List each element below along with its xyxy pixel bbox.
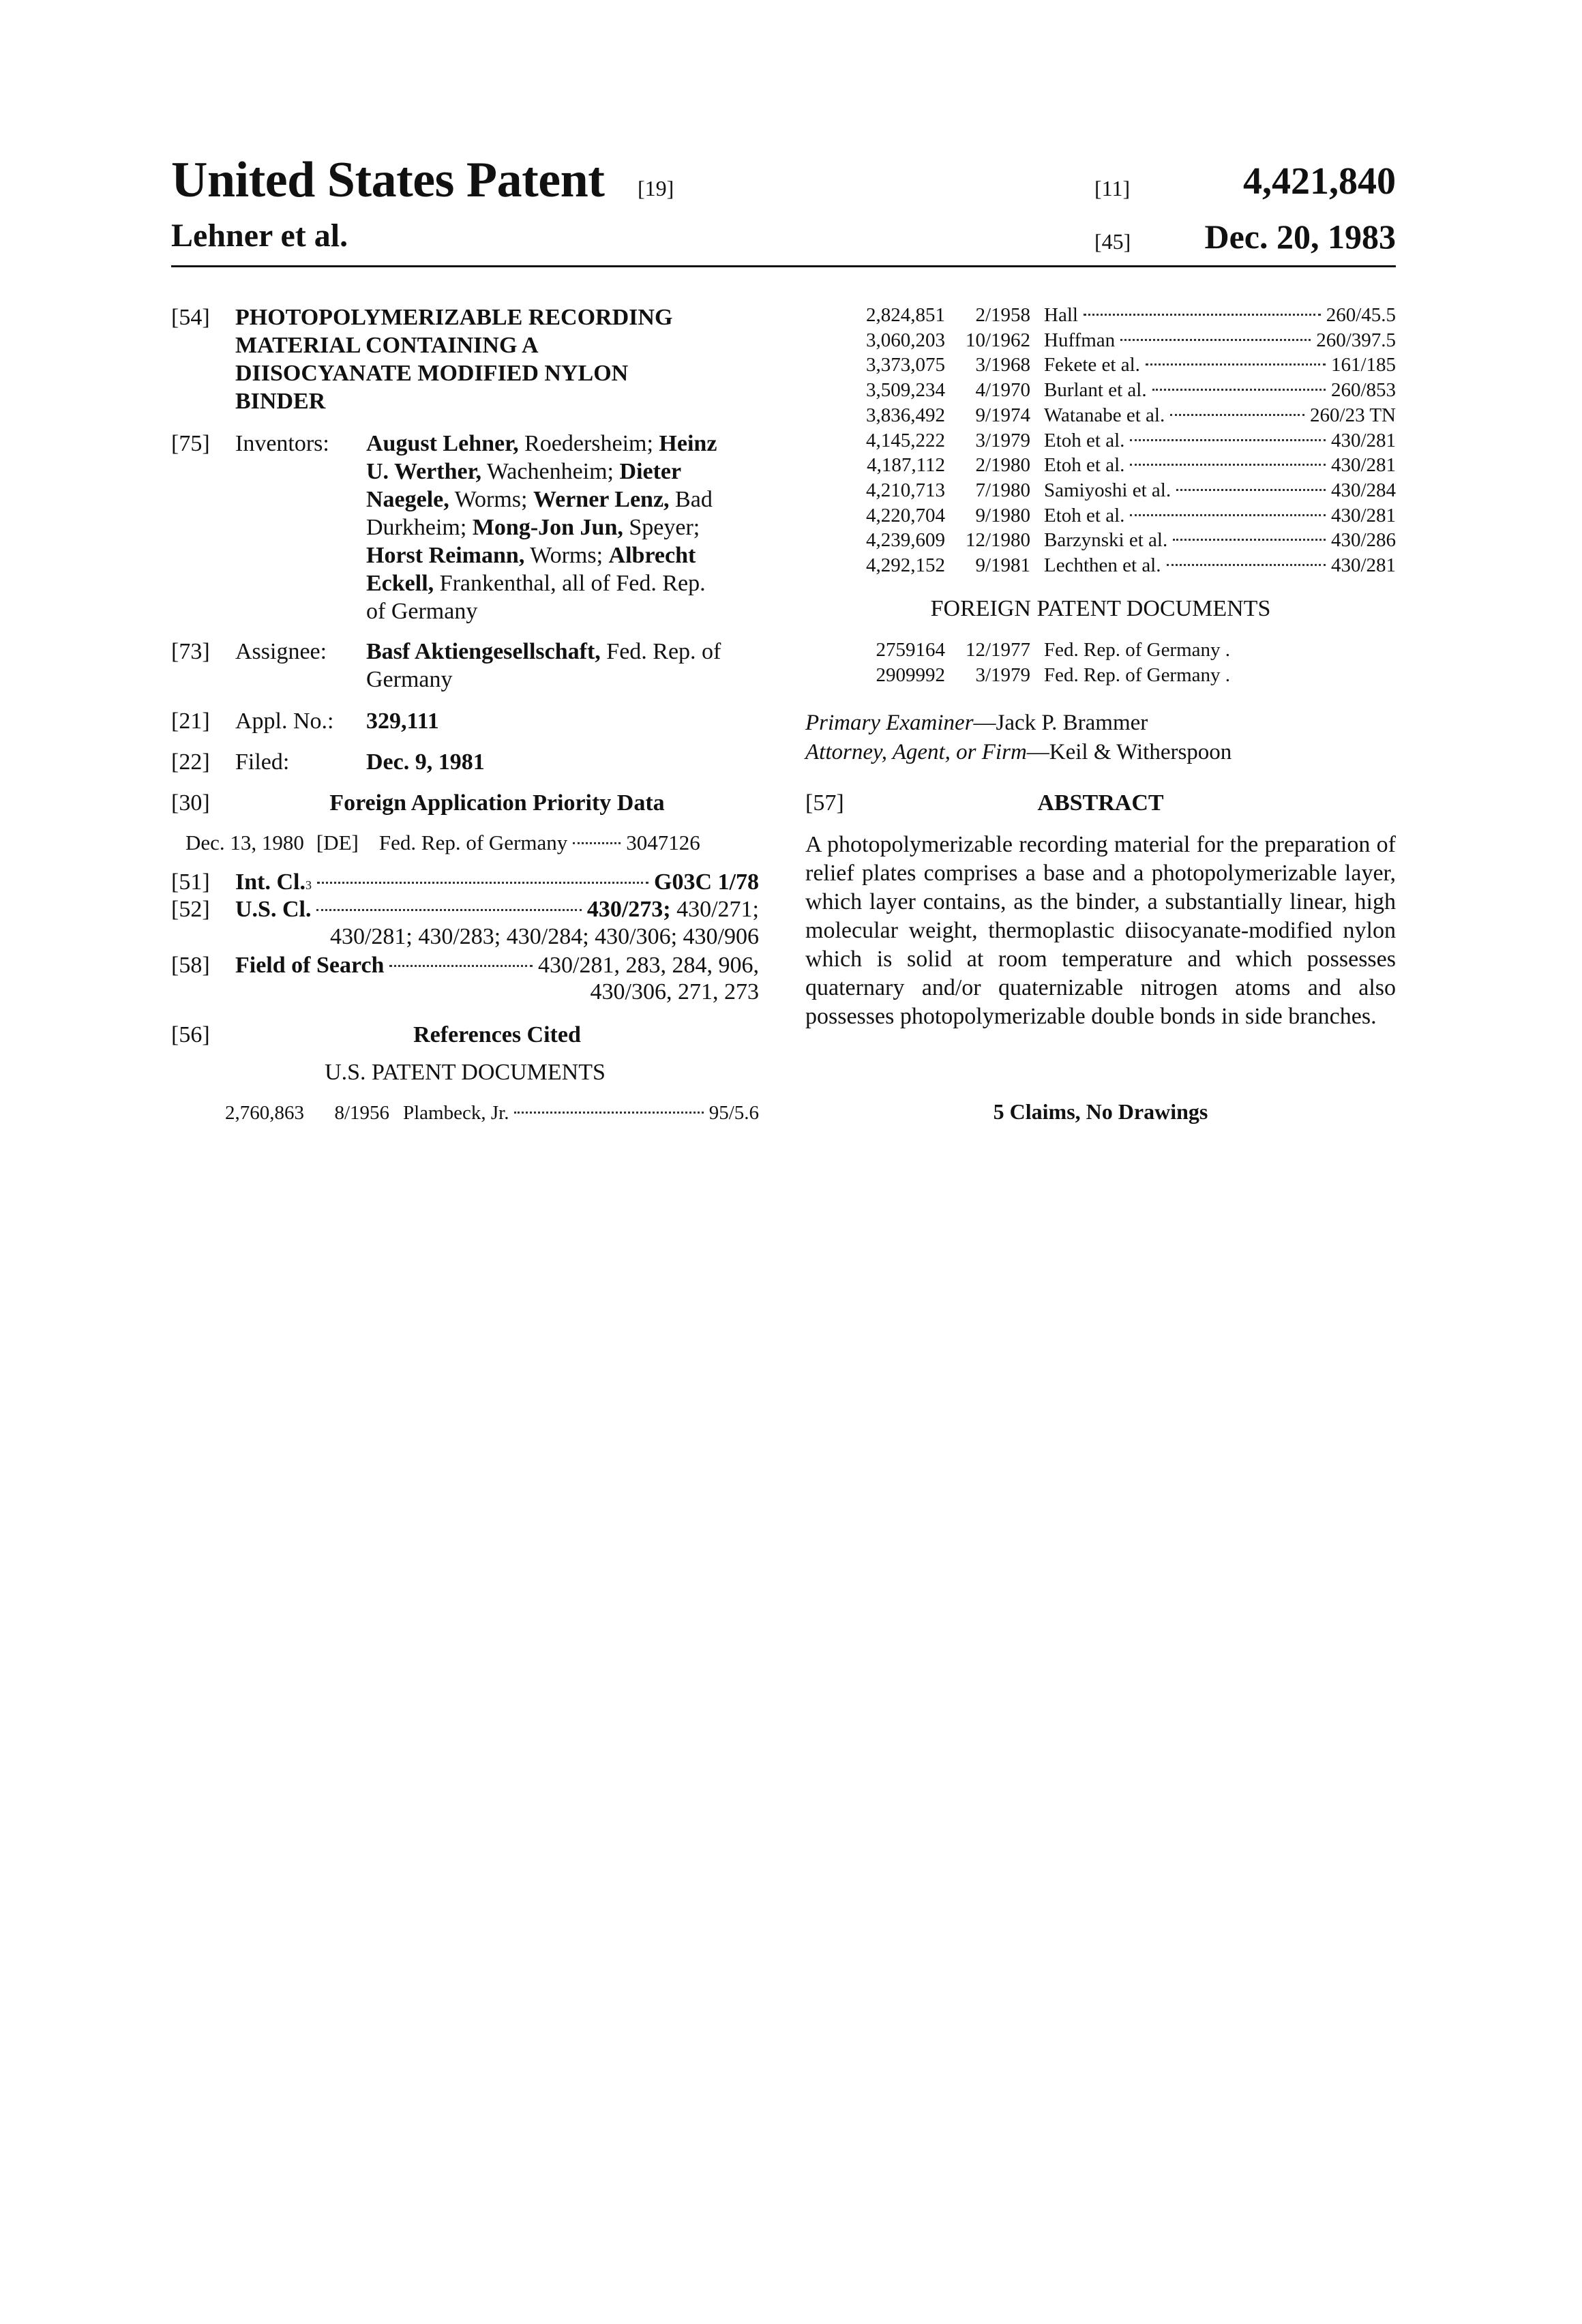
field-label: U.S. Cl. — [235, 895, 311, 923]
reference-name: Etoh et al. — [1044, 503, 1124, 528]
field-label: Int. Cl. — [235, 868, 305, 896]
inventor-name: Albrecht — [609, 543, 696, 568]
reference-number: 2,760,863 — [171, 1101, 304, 1126]
abstract-code: [57] — [805, 789, 844, 817]
inventor-location: Roedersheim; — [519, 431, 659, 456]
inventors-list — [366, 430, 759, 625]
assignee — [366, 638, 759, 694]
reference-class: 430/284 — [1331, 478, 1396, 503]
field-code: [21] — [171, 707, 210, 735]
reference-class: 95/5.6 — [709, 1101, 759, 1126]
reference-number: 4,187,112 — [805, 453, 945, 478]
reference-inventor — [1044, 528, 1396, 553]
reference-row — [805, 553, 1396, 578]
field-of-search-value: 430/281, 283, 284, 906, — [538, 951, 759, 979]
priority-date: Dec. 13, 1980 — [185, 829, 304, 856]
inventor-name: Eckell, — [366, 571, 434, 596]
field-label: Field of Search — [235, 951, 384, 979]
dot-leader — [514, 1112, 703, 1114]
reference-class: 430/281 — [1331, 503, 1396, 528]
inventor-line — [366, 513, 759, 541]
reference-inventor — [403, 1101, 759, 1126]
reference-name: Watanabe et al. — [1044, 403, 1165, 428]
field-code: [56] — [171, 1021, 210, 1049]
reference-row — [805, 378, 1396, 403]
reference-date: 12/1977 — [945, 638, 1044, 663]
inventor-location: Bad — [670, 487, 713, 512]
examiner-name: —Jack P. Brammer — [974, 711, 1148, 735]
reference-name: Hall — [1044, 303, 1078, 328]
field-label: Appl. No.: — [235, 707, 334, 735]
reference-name: Huffman — [1044, 328, 1115, 353]
us-cl-cont: 430/281; 430/283; 430/284; 430/306; 430/906 — [330, 923, 759, 951]
inventor-line — [366, 569, 759, 597]
inventor-name: U. Werther, — [366, 459, 481, 484]
reference-number: 4,239,609 — [805, 528, 945, 553]
reference-name: Fed. Rep. of Germany . — [1044, 638, 1230, 663]
inventor-name: Naegele, — [366, 487, 449, 512]
reference-name: Etoh et al. — [1044, 428, 1124, 453]
document-title: United States Patent — [171, 151, 604, 209]
reference-class: 430/281 — [1331, 553, 1396, 578]
reference-class: 430/286 — [1331, 528, 1396, 553]
reference-row — [805, 503, 1396, 528]
assignee-location: Fed. Rep. of — [601, 639, 721, 664]
field-code: [75] — [171, 430, 210, 458]
reference-number: 4,220,704 — [805, 503, 945, 528]
priority-row — [185, 829, 759, 856]
reference-number: 4,292,152 — [805, 553, 945, 578]
reference-inventor — [1044, 553, 1396, 578]
abstract-text: A photopolymerizable recording material for the preparation of relief plates comprises a base and a photopolymerizable layer, which layer contains, as the binder, a substantially linear, high molecular weight, thermoplastic diisocyanate-modified nylon which is solid at room temperature and which possesses quaternary and/or quaternizable nitrogen atoms and also possesses photopolymerizable double bonds in side branches. — [805, 831, 1396, 1031]
field-code: [58] — [171, 951, 210, 979]
title-line: BINDER — [235, 387, 672, 415]
reference-date: 3/1979 — [945, 663, 1044, 688]
reference-date: 2/1958 — [945, 303, 1044, 328]
title-line: DIISOCYANATE MODIFIED NYLON — [235, 359, 672, 387]
patent-date: Dec. 20, 1983 — [1205, 217, 1397, 256]
inventor-name: Horst Reimann, — [366, 543, 524, 568]
inventor-location: Durkheim; — [366, 515, 473, 540]
reference-date: 9/1974 — [945, 403, 1044, 428]
reference-number: 4,210,713 — [805, 478, 945, 503]
reference-row — [805, 428, 1396, 453]
inventor-name: Mong-Jon Jun, — [473, 515, 623, 540]
field-code: [54] — [171, 303, 210, 331]
inventor-name: August Lehner, — [366, 431, 519, 456]
field-of-search-cont: 430/306, 271, 273 — [591, 978, 759, 1006]
date-code: [45] — [1094, 229, 1131, 254]
reference-inventor — [1044, 478, 1396, 503]
assignee-location-cont: Germany — [366, 666, 759, 694]
primary-examiner — [805, 711, 1148, 736]
dot-leader — [1167, 564, 1326, 566]
reference-name: Fekete et al. — [1044, 353, 1140, 378]
dot-leader — [1176, 489, 1326, 491]
reference-name: Lechthen et al. — [1044, 553, 1161, 578]
us-cl-row — [235, 895, 759, 923]
reference-row — [805, 663, 1396, 688]
reference-inventor — [1044, 663, 1396, 688]
inventor-name: Werner Lenz, — [533, 487, 670, 512]
authors: Lehner et al. — [171, 217, 348, 254]
dot-leader — [316, 909, 581, 911]
priority-country-code: [DE] — [316, 829, 359, 856]
inventor-line — [366, 486, 759, 513]
inventor-location: Worms; — [449, 487, 533, 512]
foreign-references — [805, 638, 1396, 687]
reference-inventor — [1044, 403, 1396, 428]
dot-leader — [1146, 363, 1326, 366]
dot-leader — [1130, 439, 1326, 441]
reference-class: 260/397.5 — [1316, 328, 1396, 353]
reference-row — [171, 1101, 759, 1126]
dot-leader — [1120, 339, 1311, 341]
reference-inventor — [1044, 503, 1396, 528]
inventor-location: of Germany — [366, 599, 477, 624]
inventor-name: Heinz — [659, 431, 717, 456]
reference-inventor — [1044, 378, 1396, 403]
dot-leader — [1173, 539, 1326, 541]
reference-date: 9/1981 — [945, 553, 1044, 578]
references-heading: References Cited — [235, 1021, 759, 1049]
field-label: Filed: — [235, 748, 289, 776]
inventor-name: Dieter — [620, 459, 682, 484]
reference-date: 12/1980 — [945, 528, 1044, 553]
reference-number: 3,060,203 — [805, 328, 945, 353]
reference-name: Plambeck, Jr. — [403, 1101, 509, 1126]
reference-row — [805, 478, 1396, 503]
reference-number: 2759164 — [805, 638, 945, 663]
filed-date: Dec. 9, 1981 — [366, 748, 759, 776]
reference-inventor — [1044, 303, 1396, 328]
title-line: MATERIAL CONTAINING A — [235, 331, 672, 359]
reference-name: Fed. Rep. of Germany . — [1044, 663, 1230, 688]
reference-number: 4,145,222 — [805, 428, 945, 453]
application-number: 329,111 — [366, 707, 759, 735]
claims-summary: 5 Claims, No Drawings — [805, 1099, 1396, 1124]
examiner-label: Primary Examiner — [805, 711, 974, 735]
reference-number: 2909992 — [805, 663, 945, 688]
reference-date: 3/1968 — [945, 353, 1044, 378]
inventor-location: Frankenthal, all of Fed. Rep. — [434, 571, 705, 596]
reference-date: 8/1956 — [304, 1101, 403, 1126]
reference-inventor — [1044, 638, 1396, 663]
reference-inventor — [1044, 453, 1396, 478]
priority-country: Fed. Rep. of Germany — [379, 829, 567, 856]
reference-date: 4/1970 — [945, 378, 1044, 403]
field-code: [52] — [171, 895, 210, 923]
reference-row — [805, 303, 1396, 328]
reference-number: 3,373,075 — [805, 353, 945, 378]
reference-number: 2,824,851 — [805, 303, 945, 328]
reference-class: 430/281 — [1331, 453, 1396, 478]
int-cl-value: G03C 1/78 — [654, 868, 759, 896]
reference-class: 430/281 — [1331, 428, 1396, 453]
dot-leader — [1130, 514, 1326, 516]
field-code: [30] — [171, 789, 210, 817]
us-cl-secondary: 430/271; — [671, 895, 759, 923]
foreign-patent-documents-heading: FOREIGN PATENT DOCUMENTS — [805, 596, 1396, 622]
patent-number: 4,421,840 — [1243, 160, 1396, 203]
field-code: [22] — [171, 748, 210, 776]
dot-leader — [1170, 414, 1304, 416]
reference-inventor — [1044, 328, 1396, 353]
header-rule — [171, 265, 1396, 267]
reference-row — [805, 353, 1396, 378]
dot-leader — [1130, 464, 1326, 466]
reference-name: Samiyoshi et al. — [1044, 478, 1171, 503]
reference-class: 260/23 TN — [1310, 403, 1396, 428]
reference-number: 3,836,492 — [805, 403, 945, 428]
dot-leader — [1152, 389, 1326, 391]
title-line: PHOTOPOLYMERIZABLE RECORDING — [235, 303, 672, 331]
field-label: Assignee: — [235, 638, 327, 666]
attorney — [805, 740, 1232, 765]
reference-name: Etoh et al. — [1044, 453, 1124, 478]
field-code: [51] — [171, 868, 210, 896]
reference-date: 2/1980 — [945, 453, 1044, 478]
dot-leader — [389, 965, 533, 967]
us-references-right — [805, 303, 1396, 578]
reference-name: Barzynski et al. — [1044, 528, 1167, 553]
reference-date: 3/1979 — [945, 428, 1044, 453]
us-patent-documents-heading: U.S. PATENT DOCUMENTS — [171, 1058, 759, 1086]
attorney-label: Attorney, Agent, or Firm — [805, 740, 1027, 764]
inventor-line — [366, 541, 759, 569]
reference-date: 7/1980 — [945, 478, 1044, 503]
inventor-line — [366, 458, 759, 486]
us-cl-primary: 430/273; — [587, 895, 671, 923]
inventor-location: Wachenheim; — [481, 459, 619, 484]
patent-number-code: [11] — [1094, 176, 1130, 201]
field-label: Inventors: — [235, 430, 329, 458]
reference-row — [805, 328, 1396, 353]
title-code: [19] — [638, 176, 674, 201]
field-of-search-row — [235, 951, 759, 979]
priority-heading: Foreign Application Priority Data — [235, 789, 759, 817]
reference-row — [805, 403, 1396, 428]
inventor-line — [366, 430, 759, 458]
reference-row — [805, 638, 1396, 663]
dot-leader — [1084, 314, 1321, 316]
reference-date: 10/1962 — [945, 328, 1044, 353]
reference-name: Burlant et al. — [1044, 378, 1147, 403]
inventor-line — [366, 597, 759, 625]
priority-number: 3047126 — [626, 829, 700, 856]
superscript: 3 — [305, 872, 312, 899]
reference-number: 3,509,234 — [805, 378, 945, 403]
dot-leader — [573, 842, 621, 844]
reference-class: 161/185 — [1331, 353, 1396, 378]
reference-date: 9/1980 — [945, 503, 1044, 528]
attorney-name: —Keil & Witherspoon — [1027, 740, 1232, 764]
inventor-location: Speyer; — [623, 515, 700, 540]
reference-inventor — [1044, 353, 1396, 378]
field-code: [73] — [171, 638, 210, 666]
abstract-heading: ABSTRACT — [805, 789, 1396, 817]
reference-class: 260/45.5 — [1326, 303, 1396, 328]
us-references-left — [171, 1101, 759, 1126]
assignee-name: Basf Aktiengesellschaft, — [366, 639, 601, 664]
reference-row — [805, 453, 1396, 478]
invention-title — [235, 303, 672, 415]
reference-inventor — [1044, 428, 1396, 453]
reference-class: 260/853 — [1331, 378, 1396, 403]
dot-leader — [317, 882, 648, 884]
reference-row — [805, 528, 1396, 553]
inventor-location: Worms; — [524, 543, 608, 568]
